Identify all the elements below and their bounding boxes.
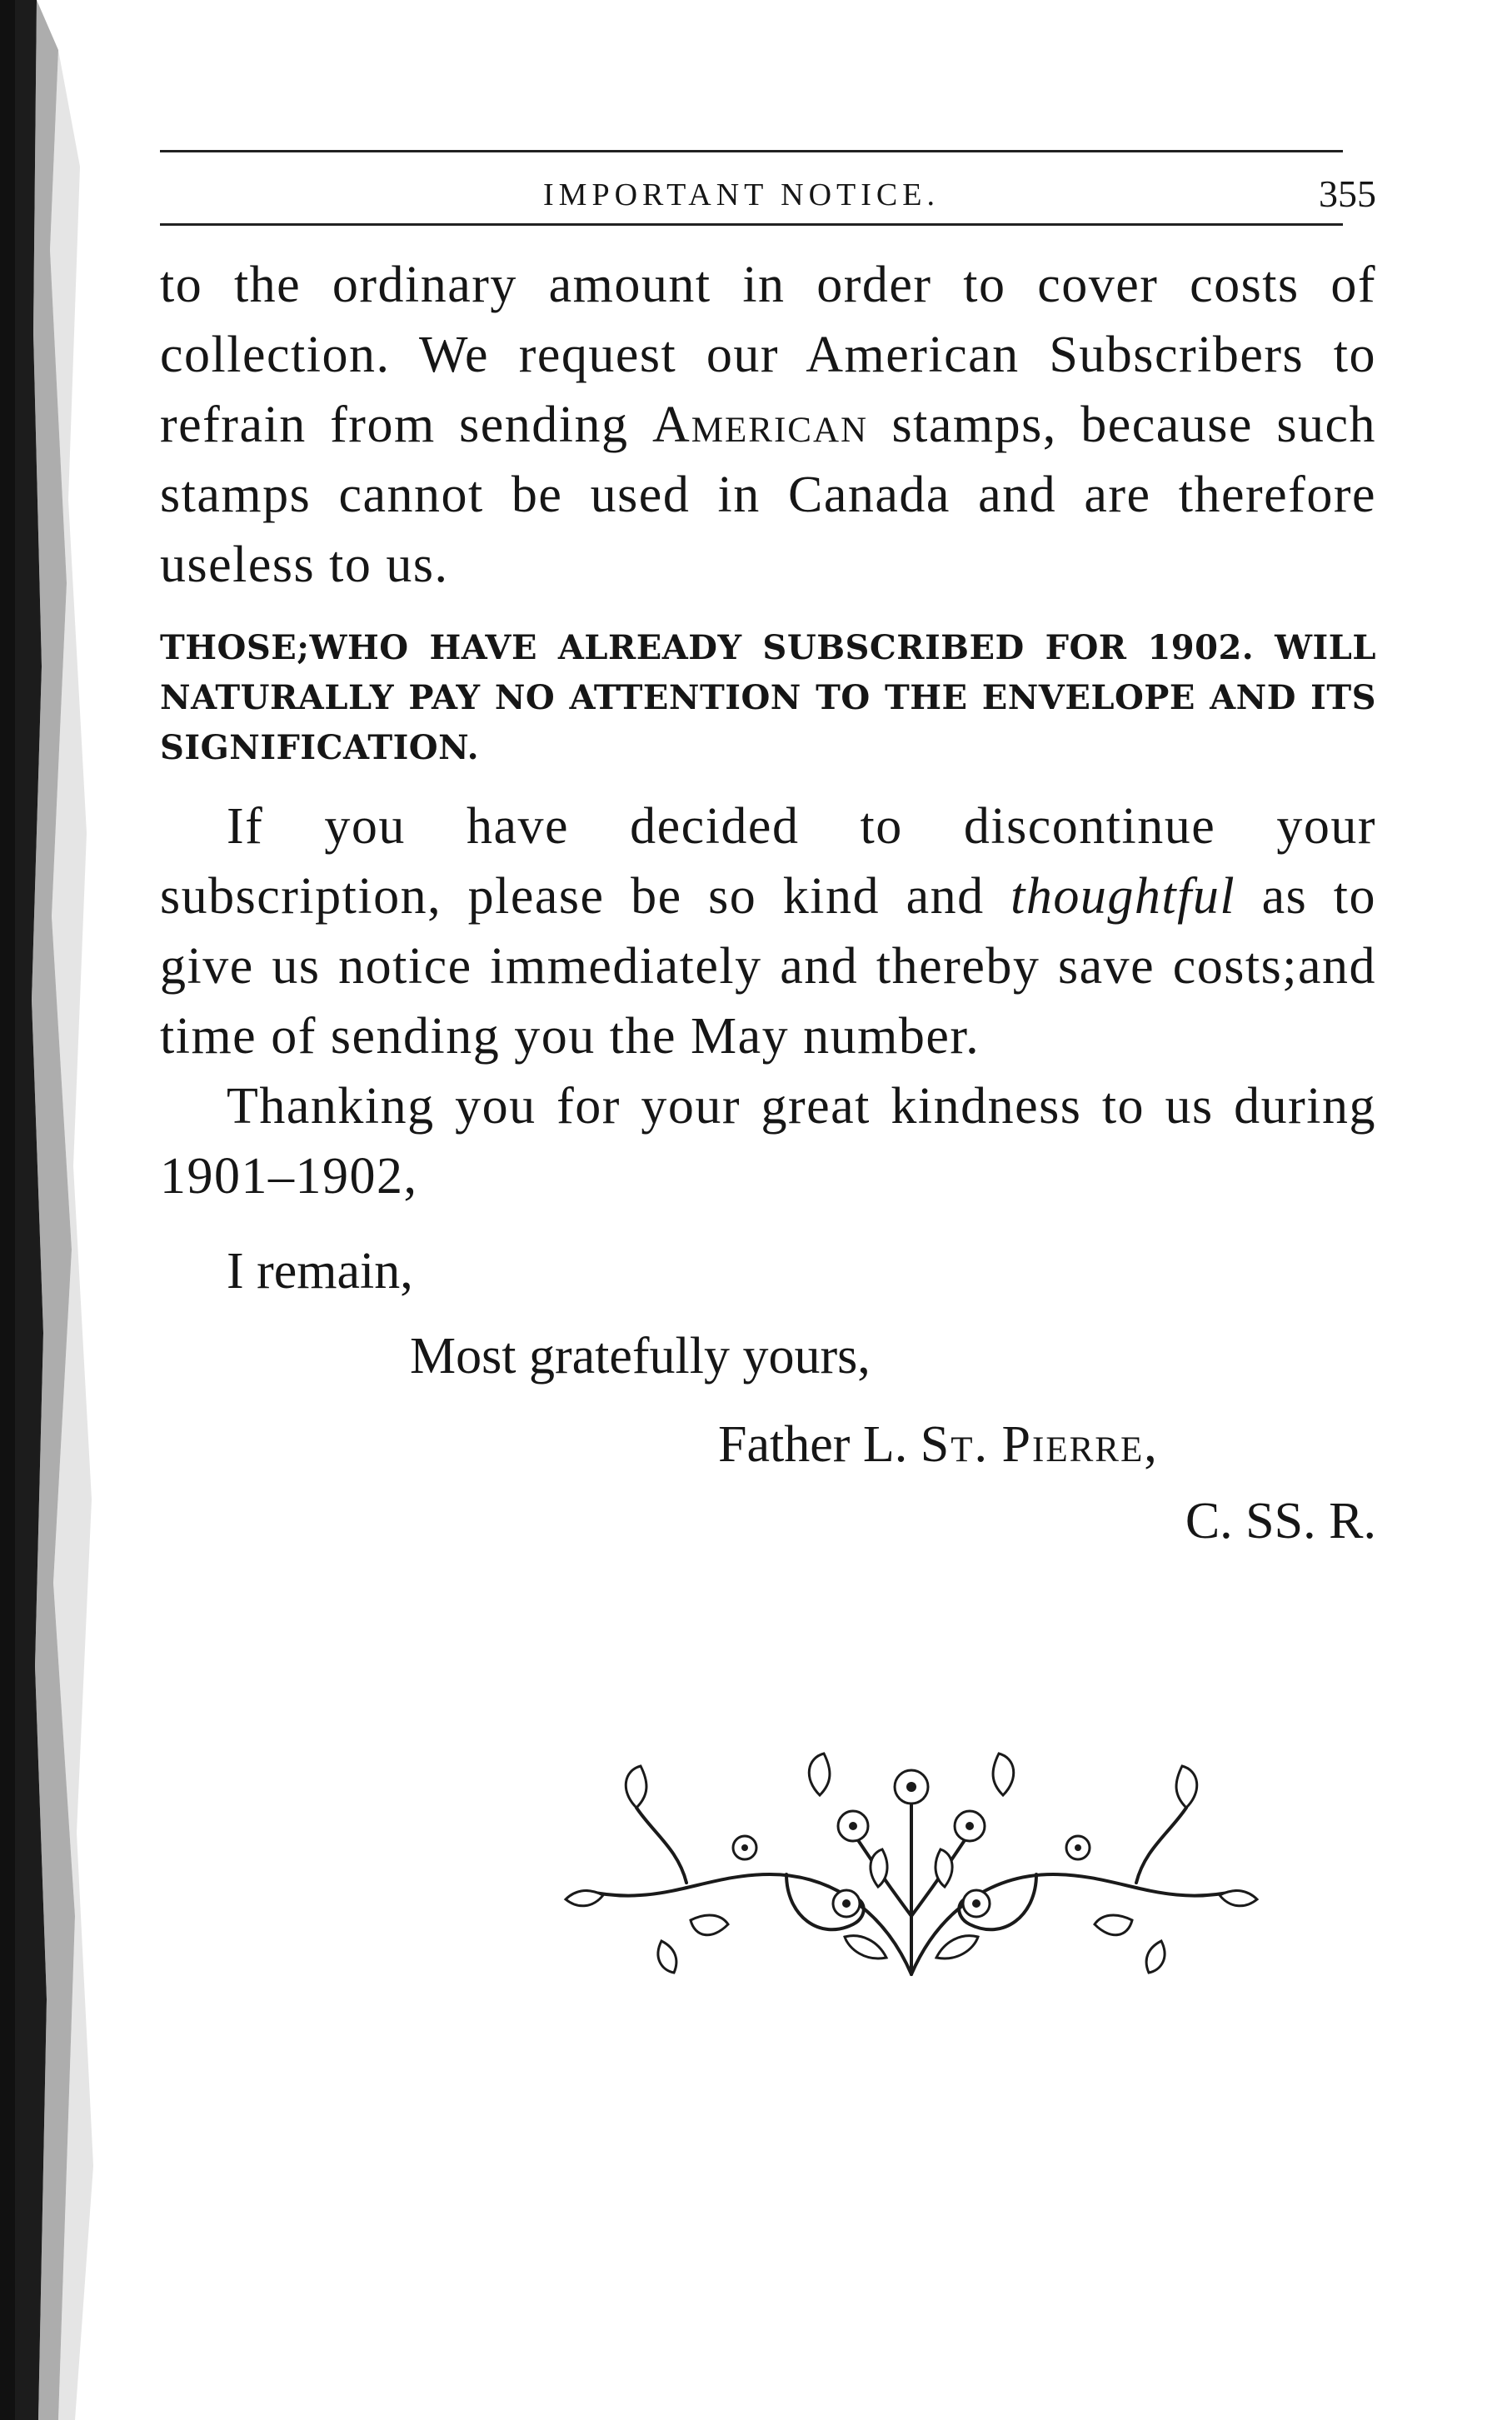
signature-st: St. [920, 1416, 990, 1473]
american-smallcaps: American [651, 397, 869, 453]
paragraph-continued-tail: stamps, because such stamps cannot be used in Canada and are therefore useless to us. [160, 397, 1377, 593]
running-head [160, 162, 1376, 220]
paragraph-continued-text: to the ordinary amount in order to cover costs of collection. We request our American Subscribers to refrain from sending [160, 257, 1376, 453]
header-rule-bottom [160, 223, 1343, 226]
closing-remain: I remain, [227, 1243, 413, 1300]
subscriber-notice: THOSE;WHO HAVE ALREADY SUBSCRIBED FOR 1902. WILL NATURALLY PAY NO ATTENTION TO THE ENVELOPE AND ITS SIGNIFICATION. [160, 628, 1376, 767]
binding-edge [0, 0, 108, 2420]
paragraph-discontinue [160, 791, 1376, 1071]
header-rule-top [160, 150, 1343, 152]
page-number: 355 [1319, 172, 1376, 215]
signature [160, 1410, 1376, 1479]
thoughtful-italic: thoughtful [1010, 868, 1236, 925]
signature-name: Pierre, [1001, 1416, 1159, 1473]
paragraph-discontinue-before: If you have decided to discontinue your subscription, please be so kind and [160, 798, 1376, 925]
page-body [160, 250, 1376, 1556]
paragraph-thanks: Thanking you for your great kindness to us during 1901–1902, [160, 1078, 1376, 1205]
signature-space [989, 1416, 1002, 1473]
paragraph-discontinue-after: as to give us notice immediately and thereby save costs;and time of sending you the May number. [160, 868, 1376, 1065]
signature-prefix: Father L. [718, 1416, 921, 1473]
closing-yours: Most gratefully yours, [410, 1328, 871, 1385]
floral-vignette-icon [536, 1749, 1286, 1983]
religious-order: C. SS. R. [1185, 1493, 1376, 1549]
paragraph-continued [160, 250, 1376, 600]
running-title: IMPORTANT NOTICE. [543, 177, 940, 212]
